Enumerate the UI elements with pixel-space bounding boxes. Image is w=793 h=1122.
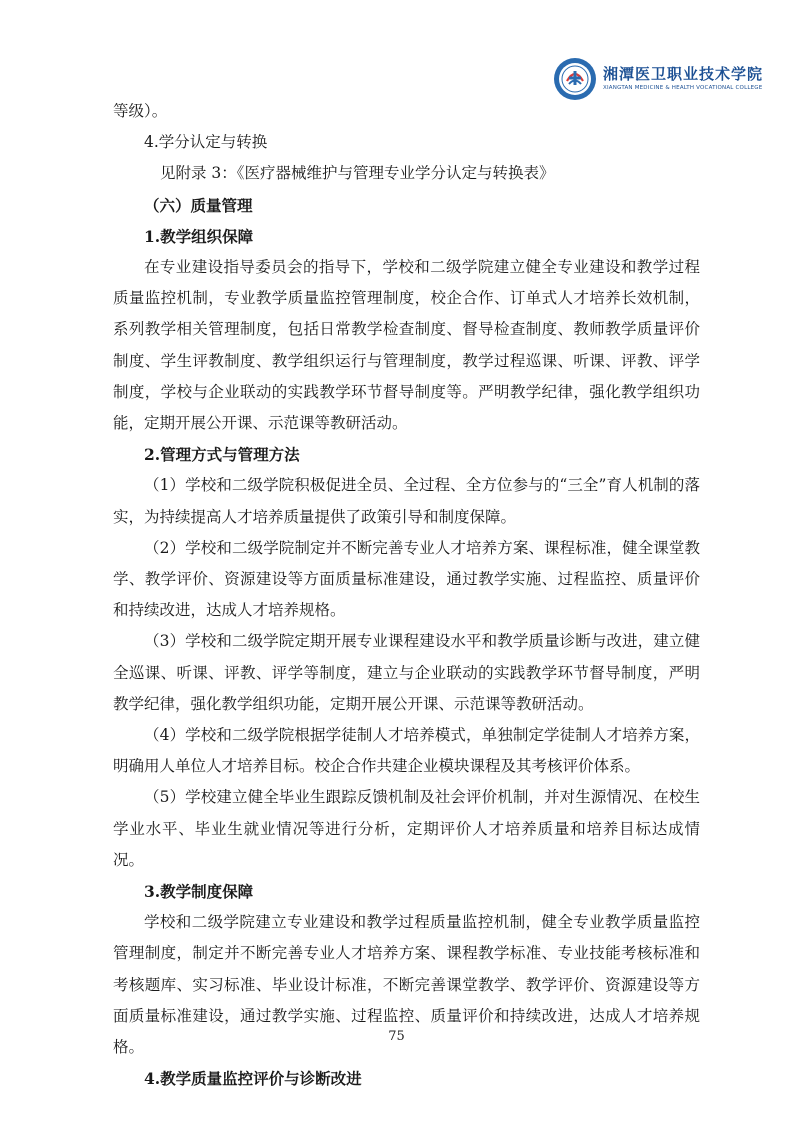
list-item-1: （1）学校和二级学院积极促进全员、全过程、全方位参与的“三全”育人机制的落实，为持续提高人才培养质量提供了政策引导和制度保障。 [113,476,700,526]
section-heading-quality-management: （六）质量管理 [144,195,253,215]
school-seal-icon [553,57,597,101]
subheading-quality-monitoring: 4.教学质量监控评价与诊断改进 [144,1069,362,1089]
paragraph-teaching-system: 学校和二级学院建立专业建设和教学过程质量监控机制，健全专业教学质量监控管理制度，制定并不断完善专业人才培养方案、课程教学标准、专业技能考核标准和考核题库、实习标准、毕业设计标准，不断完善课堂教学、教学评价、资源建设等方面质量标准建设，通过教学实施、过程监控、质量评价和持续改进，达成人才培养规格。 [113,913,700,1057]
subheading-teaching-system: 3.教学制度保障 [144,882,254,902]
paragraph-teaching-organization: 在专业建设指导委员会的指导下，学校和二级学院建立健全专业建设和教学过程质量监控机制，专业教学质量监控管理制度，校企合作、订单式人才培养长效机制，系列教学相关管理制度，包括日常教学检查制度、督导检查制度、教师教学质量评价制度、学生评教制度、教学组织运行与管理制度，教学过程巡课、听课、评教、评学制度，学校与企业联动的实践教学环节督导制度等。严明教学纪律，强化教学组织功能，定期开展公开课、示范课等教研活动。 [113,258,700,433]
school-name: 湘潭医卫职业技术学院 [603,65,764,83]
subheading-teaching-organization: 1.教学组织保障 [144,226,254,246]
list-item-5: （5）学校建立健全毕业生跟踪反馈机制及社会评价机制，并对生源情况、在校生学业水平、毕业生就业情况等进行分析，定期评价人才培养质量和培养目标达成情况。 [113,788,700,869]
document-body [113,96,700,1095]
school-logo [553,57,775,101]
appendix-reference: 见附录 3：《医疗器械维护与管理专业学分认定与转换表》 [160,164,555,183]
school-name-english: XIANGTAN MEDICINE & HEALTH VOCATIONAL COLLEGE [603,85,763,91]
page-number: 75 [388,1029,405,1044]
subheading-credit-conversion: 4.学分认定与转换 [144,133,268,152]
subheading-management-methods: 2.管理方式与管理方法 [144,445,300,465]
paragraph-continuation: 等级）。 [113,102,168,120]
list-item-2: （2）学校和二级学院制定并不断完善专业人才培养方案、课程标准，健全课堂教学、教学评价、资源建设等方面质量标准建设，通过教学实施、过程监控、质量评价和持续改进，达成人才培养规格。 [113,538,700,620]
list-item-4: （4）学校和二级学院根据学徒制人才培养模式，单独制定学徒制人才培养方案，明确用人单位人才培养目标。校企合作共建企业模块课程及其考核评价体系。 [113,726,700,776]
list-item-3: （3）学校和二级学院定期开展专业课程建设水平和教学质量诊断与改进，建立健全巡课、听课、评教、评学等制度，建立与企业联动的实践教学环节督导制度，严明教学纪律，强化教学组织功能，定期开展公开课、示范课等教研活动。 [113,632,700,713]
